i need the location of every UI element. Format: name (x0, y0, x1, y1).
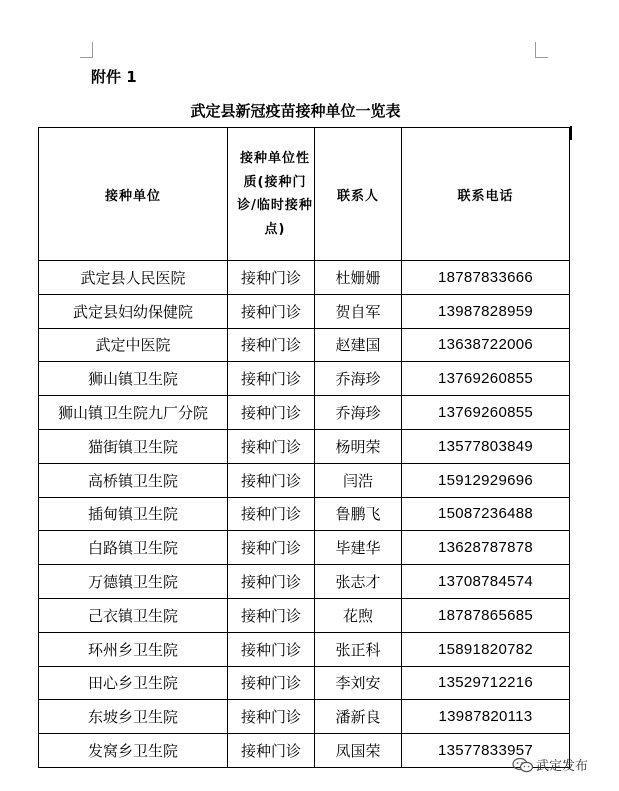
cell-phone: 13577833957 (402, 734, 570, 768)
cell-nature: 接种门诊 (228, 328, 315, 362)
cell-contact: 杨明荣 (315, 429, 402, 463)
cell-nature: 接种门诊 (228, 294, 315, 328)
cell-contact: 凤国荣 (315, 734, 402, 768)
cell-nature: 接种门诊 (228, 700, 315, 734)
page-corner-mark-right (535, 42, 548, 58)
header-nature: 接种单位性质(接种门诊/临时接种点) (228, 128, 315, 261)
table-row (39, 362, 570, 396)
cell-unit: 武定中医院 (39, 328, 228, 362)
table-row (39, 294, 570, 328)
table-body (39, 261, 570, 768)
cell-nature: 接种门诊 (228, 632, 315, 666)
cell-phone: 13708784574 (402, 565, 570, 599)
cell-unit: 武定县妇幼保健院 (39, 294, 228, 328)
cell-contact: 张正科 (315, 632, 402, 666)
cell-unit: 插甸镇卫生院 (39, 497, 228, 531)
cell-unit: 白路镇卫生院 (39, 531, 228, 565)
cell-contact: 花煦 (315, 598, 402, 632)
cell-contact: 乔海珍 (315, 362, 402, 396)
cell-unit: 猫街镇卫生院 (39, 429, 228, 463)
table-row (39, 429, 570, 463)
cell-phone: 13638722006 (402, 328, 570, 362)
watermark-text: 武定发布 (536, 759, 589, 774)
table-row (39, 598, 570, 632)
cell-contact: 杜姗姗 (315, 261, 402, 295)
cell-nature: 接种门诊 (228, 396, 315, 430)
cell-nature: 接种门诊 (228, 734, 315, 768)
cell-nature: 接种门诊 (228, 261, 315, 295)
table-row (39, 328, 570, 362)
cell-unit: 万德镇卫生院 (39, 565, 228, 599)
wechat-icon (512, 757, 534, 773)
cell-unit: 环州乡卫生院 (39, 632, 228, 666)
table-row (39, 632, 570, 666)
cell-unit: 己衣镇卫生院 (39, 598, 228, 632)
cell-nature: 接种门诊 (228, 429, 315, 463)
table-row (39, 463, 570, 497)
cell-unit: 狮山镇卫生院 (39, 362, 228, 396)
cell-contact: 赵建国 (315, 328, 402, 362)
cell-contact: 乔海珍 (315, 396, 402, 430)
table-row (39, 396, 570, 430)
cell-phone: 13529712216 (402, 666, 570, 700)
table-row (39, 531, 570, 565)
attachment-label: 附件 1 (91, 68, 137, 86)
cell-phone: 15912929696 (402, 463, 570, 497)
cell-phone: 18787865685 (402, 598, 570, 632)
cell-phone: 18787833666 (402, 261, 570, 295)
text-cursor (570, 126, 572, 140)
cell-nature: 接种门诊 (228, 666, 315, 700)
table-row (39, 497, 570, 531)
cell-phone: 15891820782 (402, 632, 570, 666)
cell-phone: 15087236488 (402, 497, 570, 531)
vaccination-units-table (38, 127, 570, 768)
table-row (39, 261, 570, 295)
table-row (39, 734, 570, 768)
cell-phone: 13987828959 (402, 294, 570, 328)
header-contact: 联系人 (315, 128, 402, 261)
document-title (0, 100, 619, 121)
cell-contact: 鲁鹏飞 (315, 497, 402, 531)
table-header-row (39, 128, 570, 261)
cell-nature: 接种门诊 (228, 565, 315, 599)
cell-contact: 李刘安 (315, 666, 402, 700)
cell-unit: 东坡乡卫生院 (39, 700, 228, 734)
watermark (512, 755, 588, 774)
cell-phone: 13769260855 (402, 396, 570, 430)
cell-phone: 13577803849 (402, 429, 570, 463)
cell-contact: 毕建华 (315, 531, 402, 565)
cell-phone: 13987820113 (402, 700, 570, 734)
cell-contact: 潘新良 (315, 700, 402, 734)
cell-phone: 13628787878 (402, 531, 570, 565)
table-row (39, 666, 570, 700)
header-phone: 联系电话 (402, 128, 570, 261)
cell-unit: 高桥镇卫生院 (39, 463, 228, 497)
cell-contact: 张志才 (315, 565, 402, 599)
cell-contact: 闫浩 (315, 463, 402, 497)
cell-unit: 田心乡卫生院 (39, 666, 228, 700)
table-row (39, 700, 570, 734)
header-unit: 接种单位 (39, 128, 228, 261)
table-row (39, 565, 570, 599)
page-corner-mark-left (80, 42, 93, 58)
cell-nature: 接种门诊 (228, 497, 315, 531)
cell-nature: 接种门诊 (228, 531, 315, 565)
cell-contact: 贺自军 (315, 294, 402, 328)
cell-unit: 狮山镇卫生院九厂分院 (39, 396, 228, 430)
cell-nature: 接种门诊 (228, 362, 315, 396)
cell-nature: 接种门诊 (228, 598, 315, 632)
cell-unit: 武定县人民医院 (39, 261, 228, 295)
cell-nature: 接种门诊 (228, 463, 315, 497)
document-title-text: 武定县新冠疫苗接种单位一览表 (190, 102, 401, 120)
cell-phone: 13769260855 (402, 362, 570, 396)
cell-unit: 发窝乡卫生院 (39, 734, 228, 768)
